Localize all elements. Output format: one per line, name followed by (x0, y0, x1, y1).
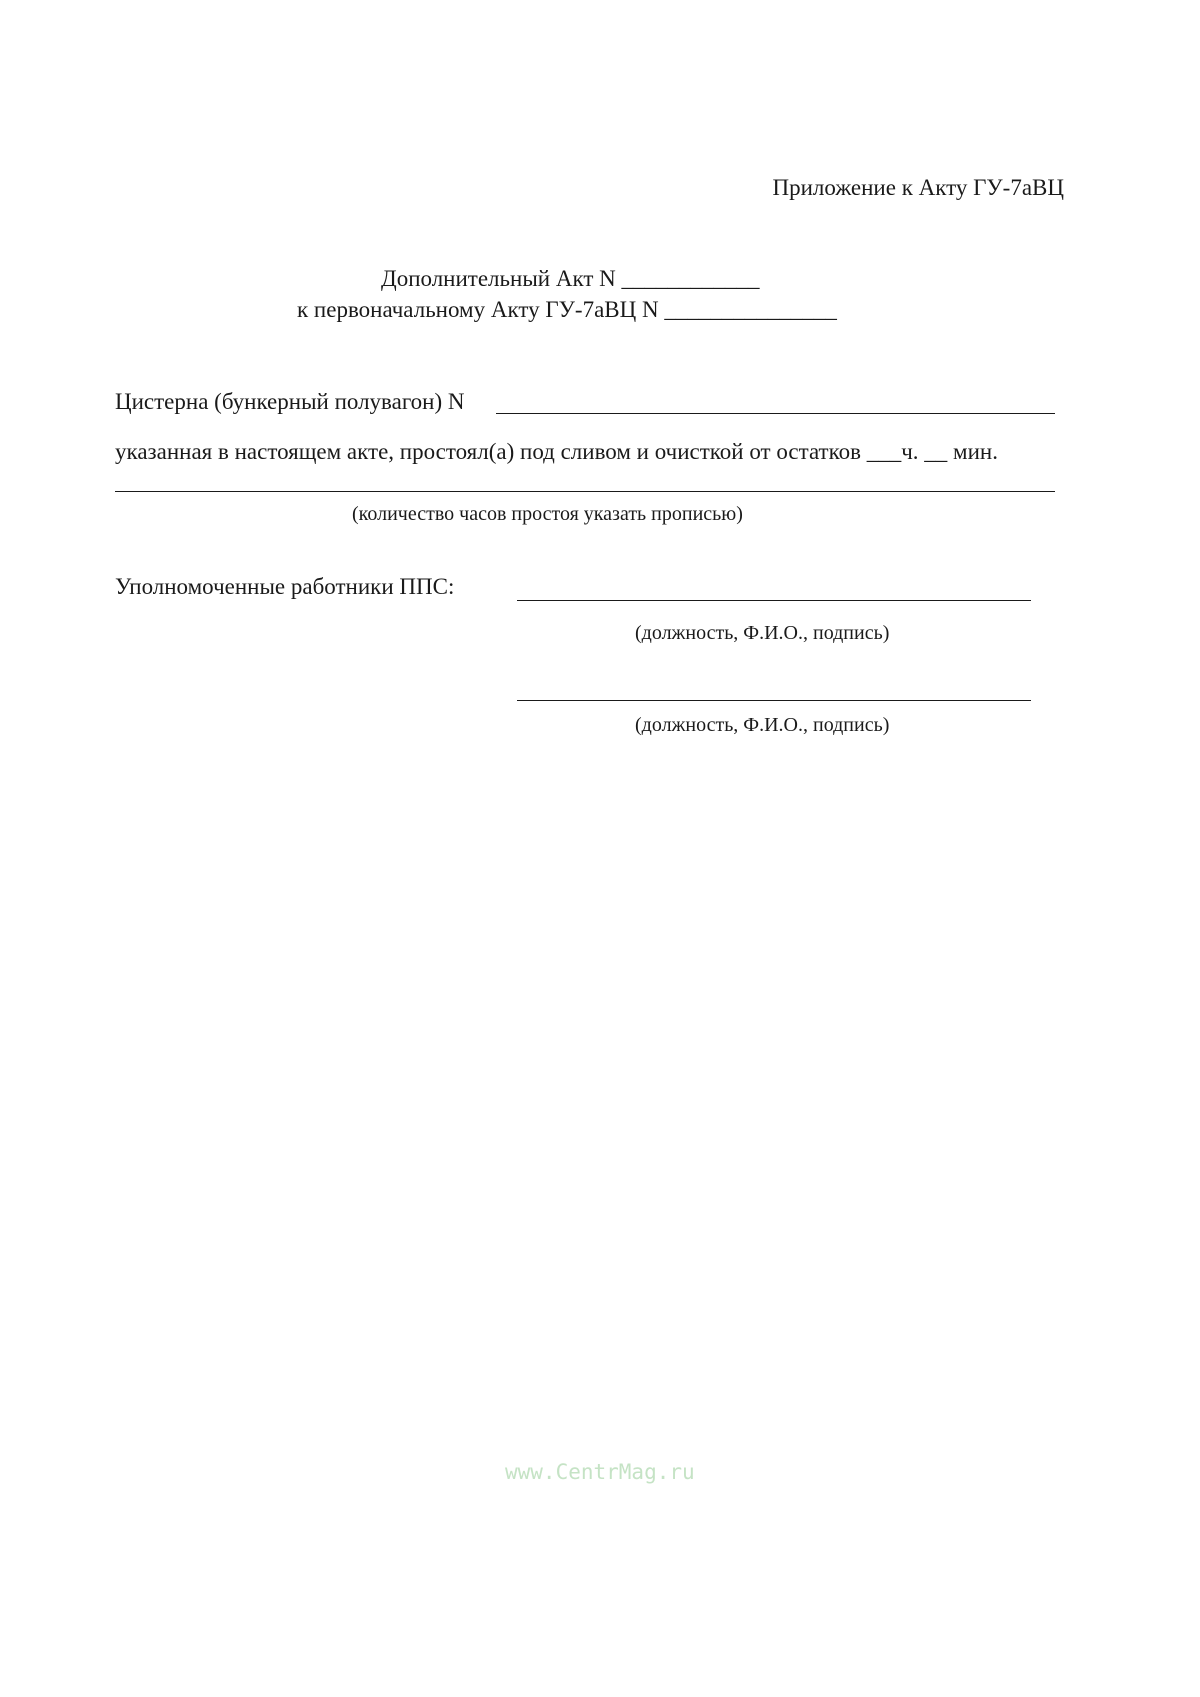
signature-line-2 (517, 700, 1031, 701)
tank-number-label: Цистерна (бункерный полувагон) N (115, 389, 465, 414)
signature-line-1 (517, 600, 1031, 601)
additional-act-number: Дополнительный Акт N ____________ (381, 266, 760, 291)
signature-hint-1: (должность, Ф.И.О., подпись) (635, 622, 890, 644)
signature-hint-2: (должность, Ф.И.О., подпись) (635, 714, 890, 736)
tank-number-line (496, 413, 1055, 414)
original-act-number: к первоначальному Акту ГУ-7аВЦ N _______________ (297, 297, 837, 322)
appendix-title: Приложение к Акту ГУ-7аВЦ (772, 175, 1064, 200)
idle-time-written-line (115, 491, 1055, 492)
idle-time-text: указанная в настоящем акте, простоял(а) под сливом и очисткой от остатков ___ч. __ мин. (115, 439, 998, 464)
idle-time-hint: (количество часов простоя указать прописью) (352, 503, 743, 525)
authorized-staff-label: Уполномоченные работники ППС: (115, 574, 455, 599)
site-watermark: www.CentrMag.ru (505, 1460, 695, 1484)
